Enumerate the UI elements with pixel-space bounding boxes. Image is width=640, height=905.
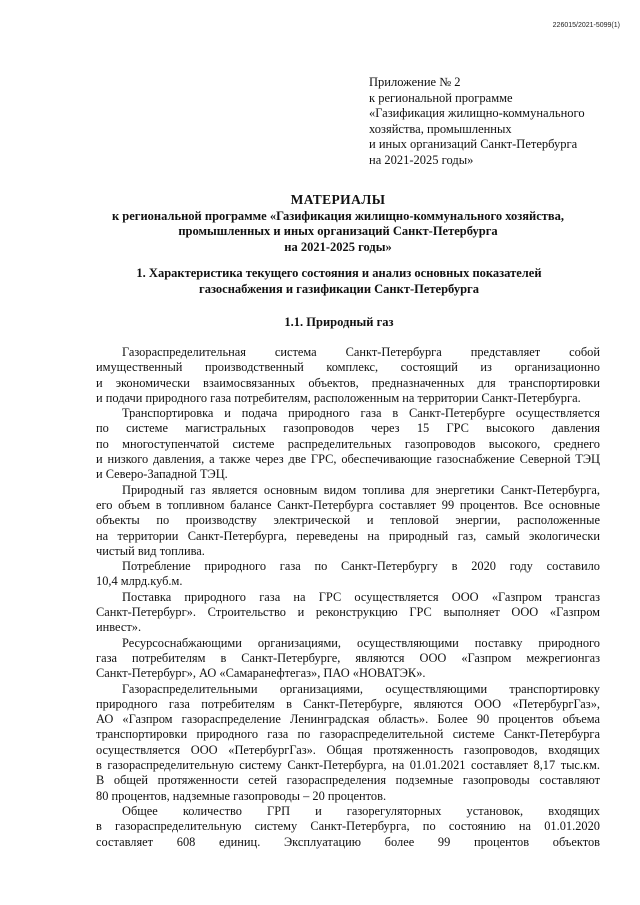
paragraph-line: и подачи природного газа потребителям, расположенным на территории Санкт-Петербурга. — [96, 390, 581, 405]
paragraph-line: объекты по производству электрической и тепловой энергии, расположенные — [96, 513, 600, 528]
document-title — [80, 192, 596, 255]
paragraph-line: 10,4 млрд.куб.м. — [96, 574, 183, 589]
paragraph-line: природного газа потребителям в Санкт-Петербурге, являются ООО «ПетербургГаз», — [96, 696, 600, 711]
paragraph-line: Транспортировка и подача природного газа в Санкт-Петербурге осуществляется — [122, 406, 600, 421]
paragraph-line: 80 процентов, надземные газопроводы – 20 процентов. — [96, 788, 387, 803]
paragraph-line: Санкт-Петербург». Строительство и реконструкцию ГРС выполняет ООО «Газпром — [96, 605, 600, 620]
paragraph-line: В общей протяженности сетей газораспределения подземные газопроводы составляют — [96, 773, 600, 788]
appendix-line: на 2021-2025 годы» — [369, 152, 474, 167]
paragraph-line: имущественный производственный комплекс, состоящий из организационно — [96, 360, 600, 375]
paragraph — [96, 345, 600, 406]
appendix-line: к региональной программе — [369, 90, 513, 105]
body-text — [96, 345, 600, 850]
paragraph-line: Санкт-Петербург», АО «Самаранефтегаз», ПАО «НОВАТЭК». — [96, 666, 426, 681]
section-heading-line: газоснабжения и газификации Санкт-Петербурга — [199, 281, 479, 296]
paragraph-line: Потребление природного газа по Санкт-Петербургу в 2020 году составило — [122, 559, 600, 574]
paragraph-line: АО «Газпром газораспределение Ленинградская область». Более 90 процентов объема — [96, 712, 600, 727]
document-number: 226015/2021-5099(1) — [552, 22, 620, 29]
main-title: МАТЕРИАЛЫ — [290, 192, 386, 207]
paragraph-line: и Северо-Западной ТЭЦ. — [96, 467, 228, 482]
paragraph-line: и экономически взаимосвязанных объектов, предназначенных для транспортировки — [96, 375, 600, 390]
paragraph-line: составляет 608 единиц. Эксплуатацию более 99 процентов объектов — [96, 834, 600, 849]
paragraph — [96, 483, 600, 559]
paragraph-line: Газораспределительная система Санкт-Петербурга представляет собой — [122, 345, 600, 359]
paragraph-line: Природный газ является основным видом топлива для энергетики Санкт-Петербурга, — [122, 482, 600, 497]
appendix-line: и иных организаций Санкт-Петербурга — [369, 137, 578, 151]
paragraph-line: транспортировки природного газа по газораспределительной системе Санкт-Петербурга — [96, 727, 600, 742]
appendix-line: «Газификация жилищно-коммунального — [369, 106, 585, 120]
paragraph-line: инвест». — [96, 620, 142, 635]
paragraph-line: чистый вид топлива. — [96, 543, 205, 558]
paragraph — [96, 559, 600, 590]
paragraph — [96, 636, 600, 682]
paragraph — [96, 804, 600, 850]
paragraph-line: его объем в топливном балансе Санкт-Петербурга составляет 99 процентов. Все основные — [96, 497, 600, 512]
paragraph-line: осуществляется ООО «ПетербургГаз». Общая протяженность газопроводов, входящих — [96, 742, 600, 757]
paragraph-line: Ресурсоснабжающими организациями, осуществляющими поставку природного — [122, 635, 600, 650]
title-line: промышленных и иных организаций Санкт-Петербурга — [178, 224, 498, 238]
paragraph-line: и низкого давления, а также через две ГРС, обеспечивающие газоснабжение Северной ТЭЦ — [96, 452, 600, 467]
paragraph-line: Общее количество ГРП и газорегуляторных установок, входящих — [122, 803, 600, 818]
paragraph-line: Поставка природного газа на ГРС осуществляется ООО «Газпром трансгаз — [122, 589, 600, 604]
appendix-line: Приложение № 2 — [369, 75, 461, 89]
title-line: на 2021-2025 годы» — [284, 239, 392, 254]
paragraph-line: в газораспределительную систему Санкт-Петербурга, на 01.01.2021 составляет 8,17 тыс.км. — [96, 758, 600, 773]
appendix-block — [369, 75, 631, 168]
paragraph-line: на территории Санкт-Петербурга, переведены на природный газ, самый экологически — [96, 528, 600, 543]
paragraph — [96, 682, 600, 804]
paragraph-line: по многоступенчатой системе распределительных газопроводов высокого, среднего — [96, 436, 600, 451]
paragraph — [96, 406, 600, 482]
appendix-line: хозяйства, промышленных — [369, 121, 512, 136]
title-line: к региональной программе «Газификация жилищно-коммунального хозяйства, — [111, 208, 565, 223]
section-heading — [96, 266, 582, 297]
paragraph-line: Газораспределительными организациями, осуществляющими транспортировку — [122, 681, 600, 696]
paragraph-line: газа потребителям в Санкт-Петербурге, являются ООО «Газпром межрегионгаз — [96, 650, 600, 665]
paragraph-line: по системе магистральных газопроводов через 15 ГРС высокого давления — [96, 421, 600, 436]
paragraph — [96, 590, 600, 636]
section-heading-line: 1. Характеристика текущего состояния и анализ основных показателей — [136, 266, 542, 280]
paragraph-line: в газораспределительную систему Санкт-Петербурга, по состоянию на 01.01.2020 — [96, 819, 600, 834]
subsection-heading: 1.1. Природный газ — [284, 315, 394, 329]
